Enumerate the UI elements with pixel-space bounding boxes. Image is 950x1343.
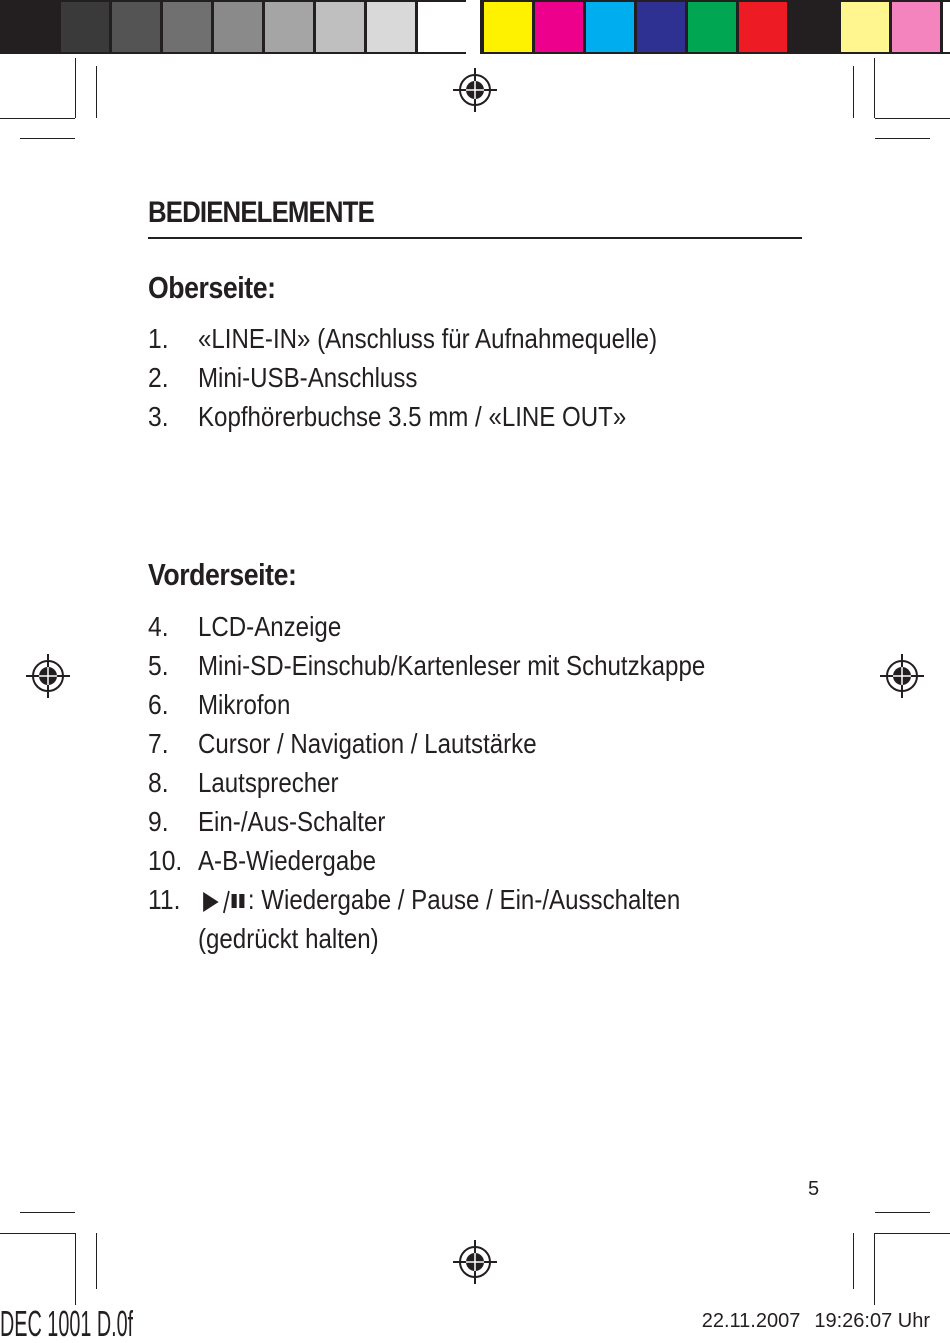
item-text: Mikrofon: [198, 689, 291, 720]
item-number: 3.: [148, 401, 169, 432]
crop-mark: [20, 1212, 75, 1213]
crop-mark: [75, 1233, 76, 1305]
crop-mark: [0, 118, 75, 119]
gray-swatch: [61, 2, 109, 52]
item-number: 1.: [148, 323, 169, 354]
crop-mark: [875, 1212, 930, 1213]
crop-mark: [874, 58, 875, 118]
registration-mark-icon: [453, 1240, 497, 1284]
registration-mark-icon: [880, 654, 924, 698]
color-swatch: [586, 2, 634, 52]
gray-swatch: [265, 2, 313, 52]
color-swatch: [637, 2, 685, 52]
item-text: Mini-SD-Einschub/Kartenleser mit Schutzkappe: [198, 650, 706, 681]
item-number: 2.: [148, 362, 169, 393]
gray-swatch: [316, 2, 364, 52]
crop-mark: [874, 1233, 875, 1305]
top-side-heading: Oberseite:: [148, 270, 276, 305]
front-side-heading: Vorderseite:: [148, 557, 297, 592]
item-number: 5.: [148, 650, 169, 681]
item-text: Kopfhörerbuchse 3.5 mm / «LINE OUT»: [198, 401, 627, 432]
item-text: Cursor / Navigation / Lautstärke: [198, 728, 537, 759]
item-text: [198, 883, 680, 917]
crop-mark: [875, 118, 950, 119]
crop-mark: [96, 1233, 97, 1289]
color-swatch: [841, 2, 889, 52]
item-text: Lautsprecher: [198, 767, 339, 798]
item-text: A-B-Wiedergabe: [198, 845, 377, 876]
item-number: 7.: [148, 728, 169, 759]
crop-mark: [0, 1233, 75, 1234]
gray-swatch: [163, 2, 211, 52]
item-number: 9.: [148, 806, 169, 837]
gray-swatch: [112, 2, 160, 52]
crop-mark: [20, 138, 75, 139]
color-swatch: [688, 2, 736, 52]
color-swatch: [484, 2, 532, 52]
section-title: BEDIENELEMENTE: [148, 196, 374, 229]
crop-mark: [75, 58, 76, 118]
item-number: 11.: [148, 884, 181, 915]
registration-mark-icon: [453, 68, 497, 112]
color-swatch: [943, 2, 950, 52]
page-number: 5: [808, 1178, 820, 1200]
item-text-continued: (gedrückt halten): [198, 923, 379, 954]
gray-swatch: [367, 2, 415, 52]
color-swatch: [739, 2, 787, 52]
item-text: Mini-USB-Anschluss: [198, 362, 418, 393]
crop-mark: [875, 1233, 950, 1234]
crop-mark: [96, 66, 97, 118]
item-number: 10.: [148, 845, 183, 876]
registration-mark-icon: [26, 654, 70, 698]
item-number: 4.: [148, 611, 169, 642]
gray-swatch: [418, 2, 466, 52]
play-pause-description: : Wiedergabe / Pause / Ein-/Ausschalten: [247, 884, 681, 915]
item-number: 6.: [148, 689, 169, 720]
item-text: «LINE-IN» (Anschluss für Aufnahmequelle): [198, 323, 658, 354]
color-swatch: [790, 2, 838, 52]
color-swatch: [892, 2, 940, 52]
gray-swatch: [214, 2, 262, 52]
crop-mark: [853, 1233, 854, 1289]
crop-mark: [853, 66, 854, 118]
job-slug: DEC 1001 D.0f: [0, 1304, 134, 1343]
play-pause-icon: [198, 889, 248, 915]
gray-swatch: [10, 2, 58, 52]
crop-mark: [875, 138, 930, 139]
print-timestamp: [688, 1310, 930, 1333]
color-swatch: [535, 2, 583, 52]
print-date: 22.11.2007: [701, 1310, 801, 1332]
item-number: 8.: [148, 767, 169, 798]
item-text: LCD-Anzeige: [198, 611, 342, 642]
print-time: 19:26:07 Uhr: [814, 1310, 930, 1332]
item-text: Ein-/Aus-Schalter: [198, 806, 386, 837]
heading-rule: [148, 237, 802, 239]
